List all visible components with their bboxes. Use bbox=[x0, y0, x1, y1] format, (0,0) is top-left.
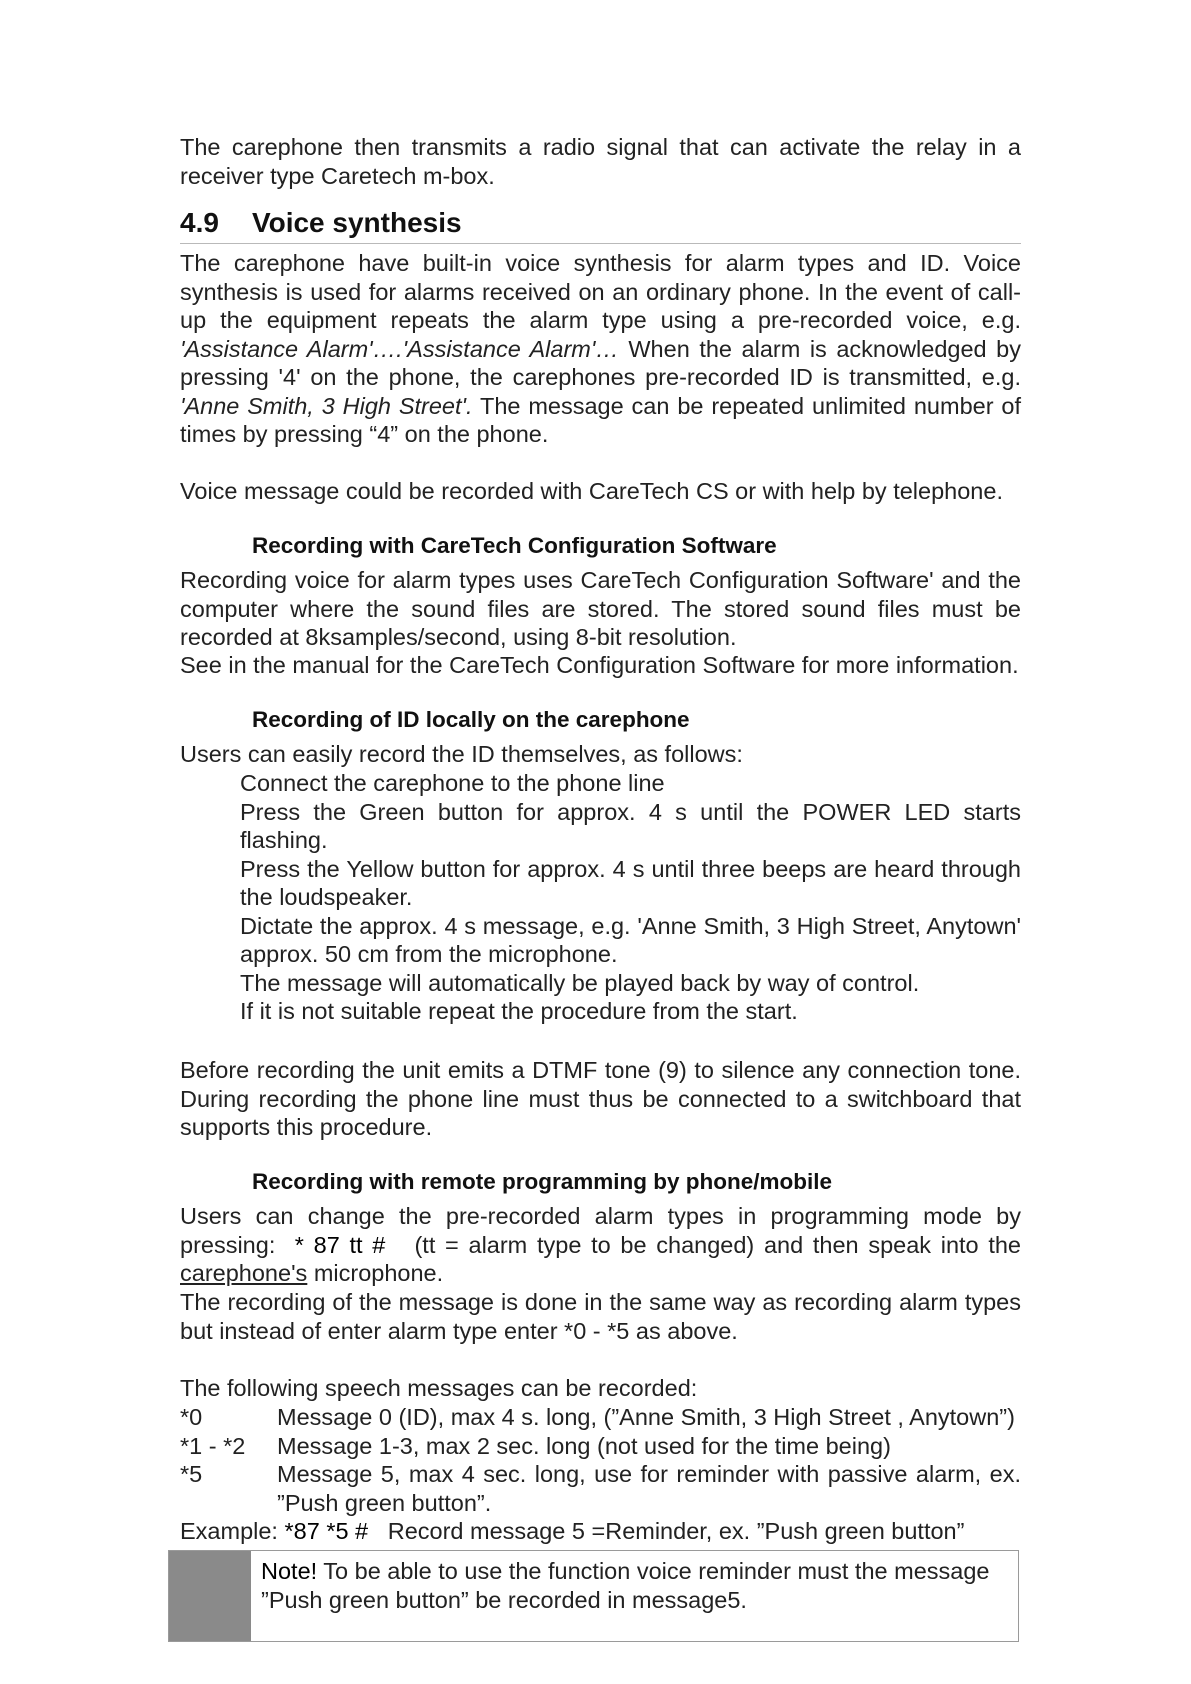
note-text bbox=[251, 1551, 1018, 1641]
p1-italic-1: 'Assistance Alarm'….'Assistance Alarm'… bbox=[180, 335, 619, 362]
message-text: Message 1-3, max 2 sec. long (not used for the time being) bbox=[277, 1432, 891, 1459]
carephones-underlined: carephone's bbox=[180, 1260, 308, 1286]
note-body: To be able to use the function voice reminder must the message ”Push green button” be recorded in message5. bbox=[261, 1558, 990, 1613]
note-box bbox=[168, 1550, 1019, 1642]
note-side-bar bbox=[169, 1551, 251, 1641]
step-item: Press the Yellow button for approx. 4 s until three beeps are heard through the loudspeaker. bbox=[240, 855, 1021, 910]
section-paragraph-1 bbox=[180, 249, 1021, 449]
messages-intro: The following speech messages can be recorded: bbox=[180, 1375, 698, 1401]
step-item: Connect the carephone to the phone line bbox=[240, 770, 665, 796]
sub3-p1-text-c: microphone. bbox=[307, 1260, 444, 1286]
example-label: Example: bbox=[180, 1518, 278, 1544]
sub2-intro: Users can easily record the ID themselves, as follows: bbox=[180, 741, 743, 767]
note-label: Note! bbox=[261, 1558, 318, 1584]
message-text: Message 0 (ID), max 4 s. long, (”Anne Smith, 3 High Street , Anytown”) bbox=[277, 1404, 1015, 1430]
example-code: *87 *5 # bbox=[284, 1518, 369, 1544]
example-line bbox=[180, 1517, 1021, 1546]
step-item: Press the Green button for approx. 4 s until the POWER LED starts flashing. bbox=[240, 798, 1021, 853]
example-text: Record message 5 =Reminder, ex. ”Push green button” bbox=[387, 1518, 965, 1544]
key-sequence-code: * 87 tt # bbox=[294, 1231, 386, 1258]
subheading-local-recording: Recording of ID locally on the carephone bbox=[252, 707, 690, 732]
step-item: The message will automatically be played back by way of control. bbox=[240, 969, 920, 996]
subheading-remote-programming: Recording with remote programming by phone/mobile bbox=[252, 1169, 833, 1194]
section-paragraph-2: Voice message could be recorded with CareTech CS or with help by telephone. bbox=[180, 478, 1003, 504]
sub2-after-paragraph: Before recording the unit emits a DTMF tone (9) to silence any connection tone. During recording the phone line must thus be connected to a switchboard that supports this procedure. bbox=[180, 1057, 1021, 1140]
message-text: Message 5, max 4 sec. long, use for reminder with passive alarm, ex. ”Push green button”. bbox=[277, 1461, 1021, 1516]
message-row bbox=[180, 1403, 1021, 1432]
sub3-paragraph-2: The recording of the message is done in the same way as recording alarm types but instead of enter alarm type enter *0 - *5 as above. bbox=[180, 1289, 1021, 1344]
sub3-p1-text-a: Users can change the pre-recorded alarm types in programming mode by pressing: bbox=[180, 1203, 1021, 1258]
intro-paragraph: The carephone then transmits a radio signal that can activate the relay in a receiver type Caretech m-box. bbox=[180, 134, 1021, 189]
p1-text-c: The message can be repeated unlimited number of times by pressing “4” on the phone. bbox=[180, 392, 1022, 447]
step-item: If it is not suitable repeat the procedure from the start. bbox=[240, 998, 798, 1024]
p1-text-a: The carephone have built-in voice synthesis for alarm types and ID. Voice synthesis is used for alarms received on an ordinary phone. In the event of call-up the equipment repeats the alarm type using a pre-recorded voice, e.g. bbox=[180, 250, 1021, 333]
sub1-paragraph-1: Recording voice for alarm types uses CareTech Configuration Software' and the computer where the sound files are stored. The stored sound files must be recorded at 8ksamples/second, using 8-bit resolution. bbox=[180, 567, 1021, 650]
section-title: Voice synthesis bbox=[252, 207, 462, 238]
message-row bbox=[180, 1460, 1021, 1517]
messages-list bbox=[180, 1403, 1021, 1517]
subheading-config-software: Recording with CareTech Configuration Software bbox=[252, 533, 777, 558]
message-key: *5 bbox=[180, 1461, 203, 1487]
p1-italic-2: 'Anne Smith, 3 High Street'. bbox=[180, 392, 473, 419]
message-key: *0 bbox=[180, 1404, 203, 1430]
sub3-paragraph-1 bbox=[180, 1202, 1021, 1288]
step-item: Dictate the approx. 4 s message, e.g. 'Anne Smith, 3 High Street, Anytown' approx. 50 cm from the microphone. bbox=[240, 912, 1021, 967]
sub3-p1-text-b: (tt = alarm type to be changed) and then speak into the bbox=[414, 1231, 1022, 1258]
message-row bbox=[180, 1432, 1021, 1461]
steps-list bbox=[240, 769, 1021, 1026]
section-heading bbox=[180, 206, 1021, 244]
p1-text-b: When the alarm is acknowledged by pressing '4' on the phone, the carephones pre-recorded ID is transmitted, e.g. bbox=[180, 335, 1021, 390]
sub1-paragraph-2: See in the manual for the CareTech Configuration Software for more information. bbox=[180, 652, 1019, 678]
message-key: *1 - *2 bbox=[180, 1432, 246, 1459]
section-number: 4.9 bbox=[180, 207, 219, 238]
